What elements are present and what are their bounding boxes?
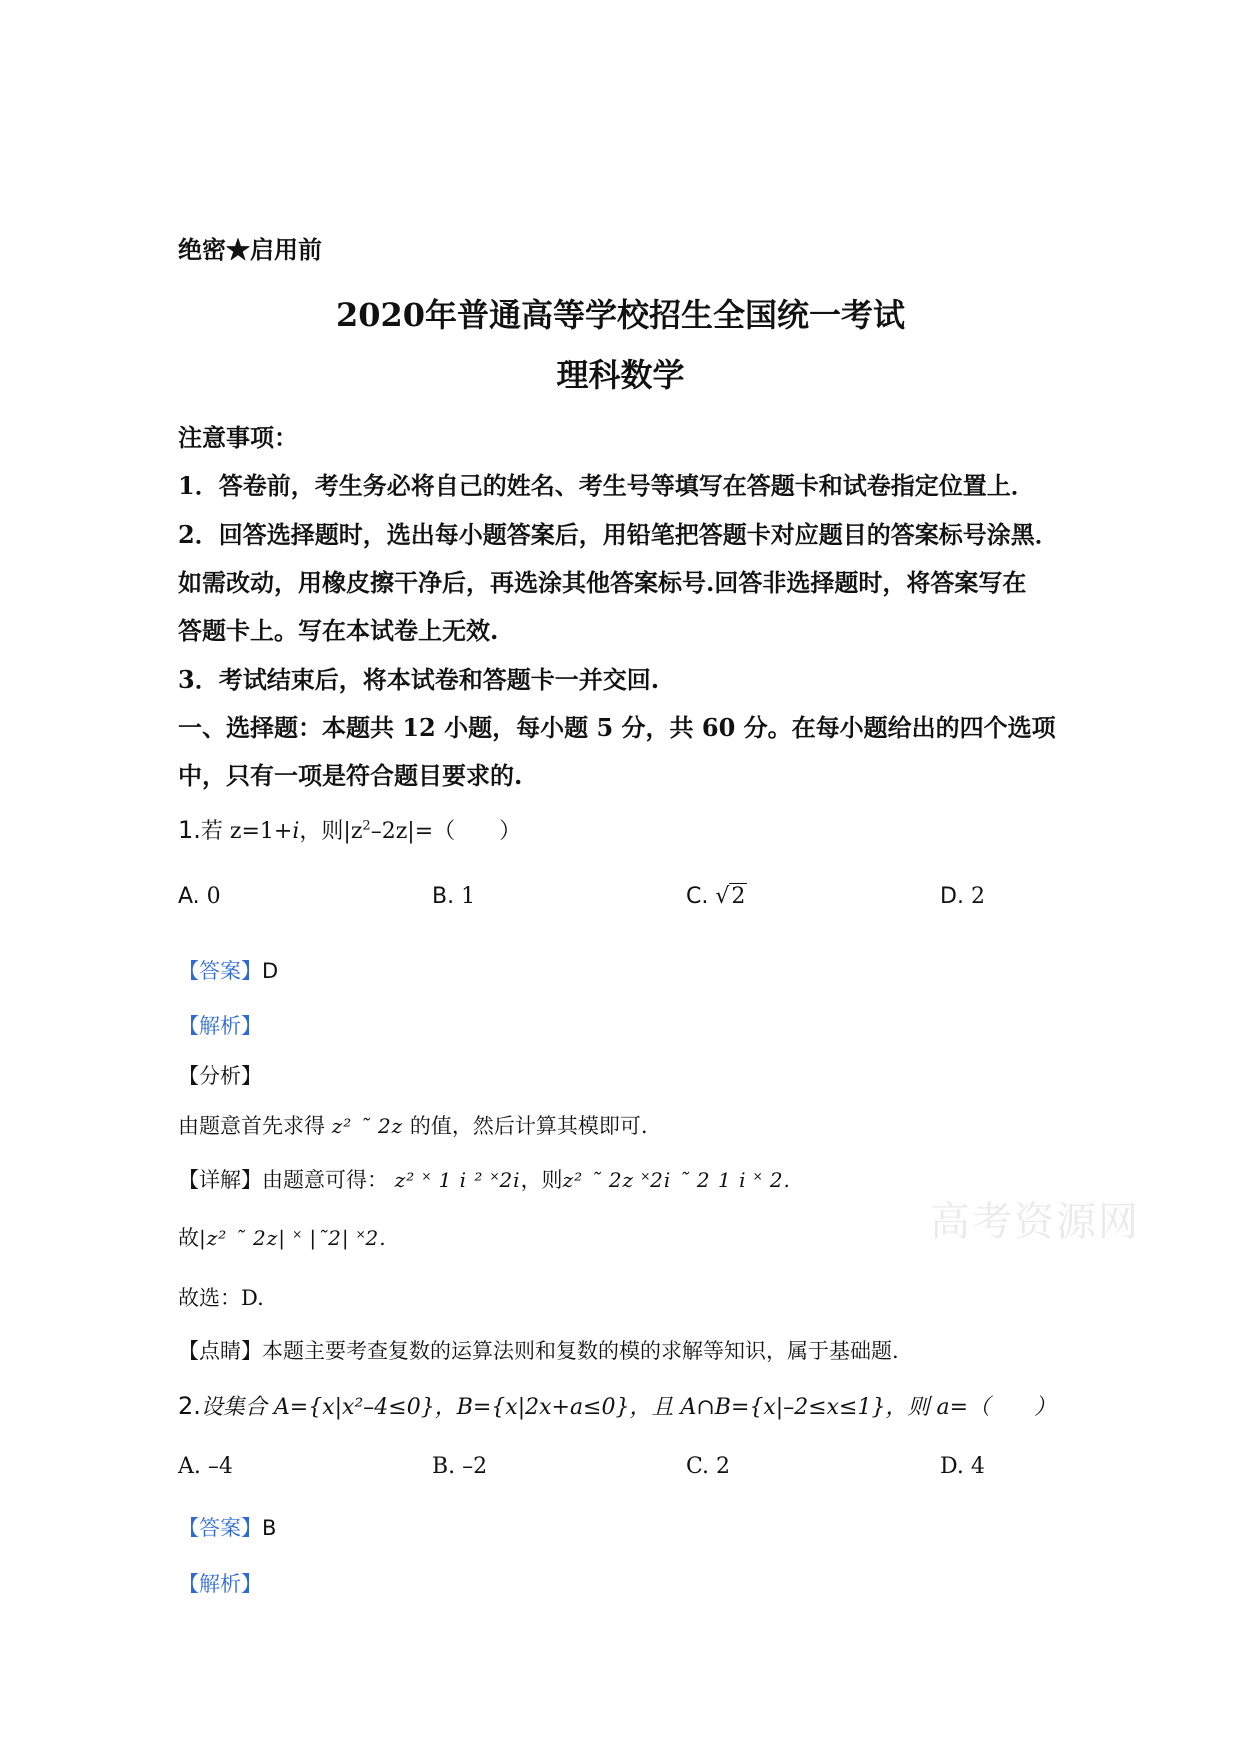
question-1-answer: 【答案】D [178,959,279,983]
question-2-option-c: C. 2 [686,1454,731,1479]
question-1-fenxi-text: 由题意首先求得 z² ˜ 2z 的值，然后计算其模即可. [178,1114,648,1138]
question-2-option-a: A. –4 [178,1454,233,1479]
section-heading-line-1: 一、选择题：本题共 12 小题，每小题 5 分，共 60 分。在每小题给出的四个选项 [178,713,1056,742]
notice-item-2-line-1: 2．回答选择题时，选出每小题答案后，用铅笔把答题卡对应题目的答案标号涂黑． [178,520,1059,549]
question-1-detail: 【详解】由题意可得： z² ˟ 1 i ² ˟2i，则z² ˜ 2z ˟2i ˜ 2 1 i ˟ 2. [178,1168,791,1192]
question-1-choice: 故选：D. [178,1286,264,1310]
question-2-answer: 【答案】B [178,1516,277,1540]
exam-title: 2020年普通高等学校招生全国统一考试 [335,296,906,334]
notice-item-2-line-2: 如需改动，用橡皮擦干净后，再选涂其他答案标号.回答非选择题时，将答案写在 [178,568,1027,597]
question-1-option-a: A. 0 [178,884,221,909]
question-1-analysis-label: 【解析】 [178,1014,262,1038]
question-1-option-d: D. 2 [940,884,985,909]
question-1-number: 1. [178,816,201,844]
notice-item-3: 3．考试结束后，将本试卷和答题卡一并交回. [178,665,660,694]
question-2-analysis-label: 【解析】 [178,1572,262,1596]
watermark: 高考资源网 [930,1199,1140,1245]
question-1-option-c: C. √2 [686,884,746,909]
question-1-result: 故|z² ˜ 2z| ˟ |˜2| ˟2. [178,1226,387,1250]
section-heading-line-2: 中，只有一项是符合题目要求的. [178,761,523,790]
question-2-stem: 2.设集合 A={x|x²–4≤0}，B={x|2x+a≤0}，且 A∩B={x|–2≤x≤1}，则 a=（ ） [178,1392,1057,1420]
question-2-option-d: D. 4 [940,1454,985,1479]
notice-item-1: 1．答卷前，考生务必将自己的姓名、考生号等填写在答题卡和试卷指定位置上． [178,471,1035,500]
question-1-fenxi-label: 【分析】 [178,1064,262,1088]
notice-item-2-line-3: 答题卡上。写在本试卷上无效. [178,616,499,645]
question-2-number: 2. [178,1392,201,1420]
notice-heading: 注意事项： [178,423,298,452]
exam-subject: 理科数学 [556,356,685,394]
question-1-comment: 【点睛】本题主要考查复数的运算法则和复数的模的求解等知识，属于基础题. [178,1339,899,1363]
question-2-option-b: B. –2 [432,1454,488,1479]
sqrt-symbol: √2 [715,884,746,909]
question-1-stem: 1.若 z=1+i，则$|z^2-2z|=$（ ） [178,816,522,844]
confidential-label: 绝密★启用前 [178,235,322,264]
question-1-option-b: B. 1 [432,884,476,909]
